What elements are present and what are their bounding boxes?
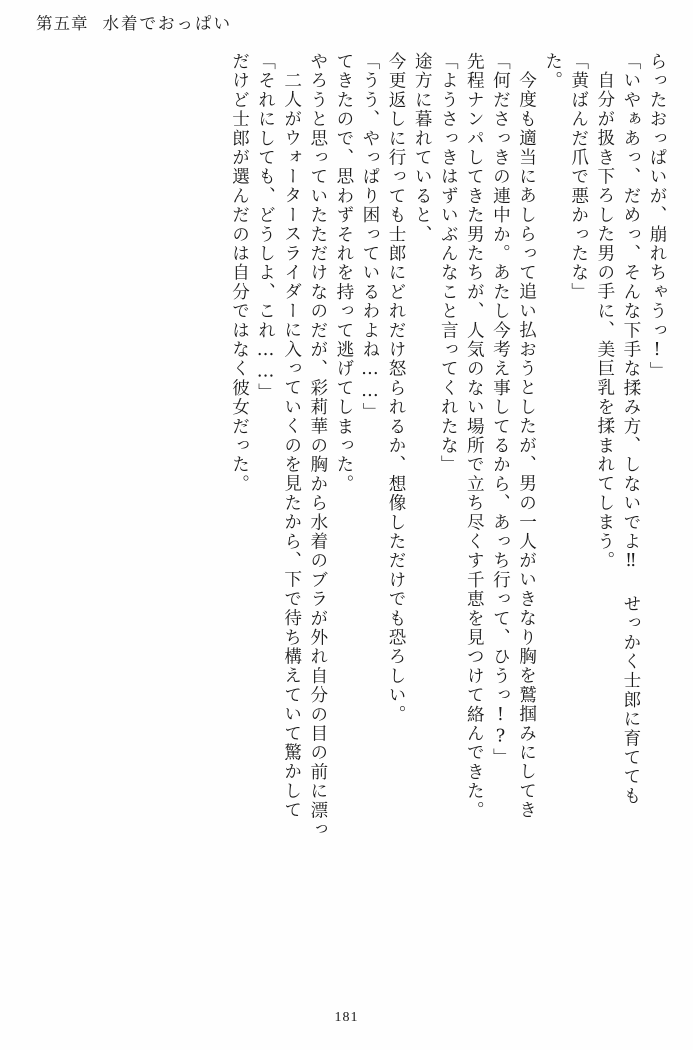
text-column: 今度も適当にあしらって追い払おうとしたが、男の一人がいきなり胸を鷲掴みにしてき — [516, 71, 537, 820]
text-column: 「うう、やっぱり困っているわよね……」 — [359, 52, 380, 422]
text-column: 「何ださっきの連中か。あたし今考え事してるから、あっち行って、ひうっ!?」 — [490, 52, 511, 768]
text-column: 「いやぁあっ、だめっ、そんな下手な揉み方、しないでよ‼ せっかく士郎に育てても — [620, 52, 641, 806]
body-text — [28, 52, 665, 1002]
text-column: 今更返しに行っても士郎にどれだけ怒られるか、想像しただけでも恐ろしい。 — [386, 52, 407, 724]
text-column: 自分が扱き下ろした男の手に、美巨乳を揉まれてしまう。 — [594, 71, 615, 571]
text-column: 途方に暮れていると、 — [412, 52, 433, 244]
page-number: 181 — [334, 1010, 359, 1025]
text-column: やろうと思っていたただけなのだが、彩莉華の胸から水着のブラが外れ自分の目の前に漂っ — [307, 52, 328, 840]
running-head — [36, 10, 232, 34]
text-column: らったおっぱいが、崩れちゃうっ!」 — [647, 52, 667, 381]
text-column: 「ようさっきはずいぶんなこと言ってくれたな」 — [438, 52, 459, 475]
text-column: た。 — [542, 52, 563, 91]
text-column: 「それにしても、どうしよ、これ……」 — [255, 52, 276, 403]
chapter-number: 第五章 — [36, 14, 89, 33]
text-column: 二人がウォータースライダーに入っていくのを見たから、下で待ち構えていて驚かして — [281, 71, 302, 820]
text-column: 先程ナンパしてきた男たちが、人気のない場所で立ち尽くす千恵を見つけて絡んできた。 — [464, 52, 485, 820]
text-column: だけど士郎が選んだのは自分ではなく彼女だった。 — [229, 52, 250, 494]
text-column: 「黄ばんだ爪で悪かったな」 — [568, 52, 589, 302]
chapter-title: 水着でおっぱい — [102, 14, 232, 33]
text-column: てきたので、思わずそれを持って逃げてしまった。 — [333, 52, 354, 494]
